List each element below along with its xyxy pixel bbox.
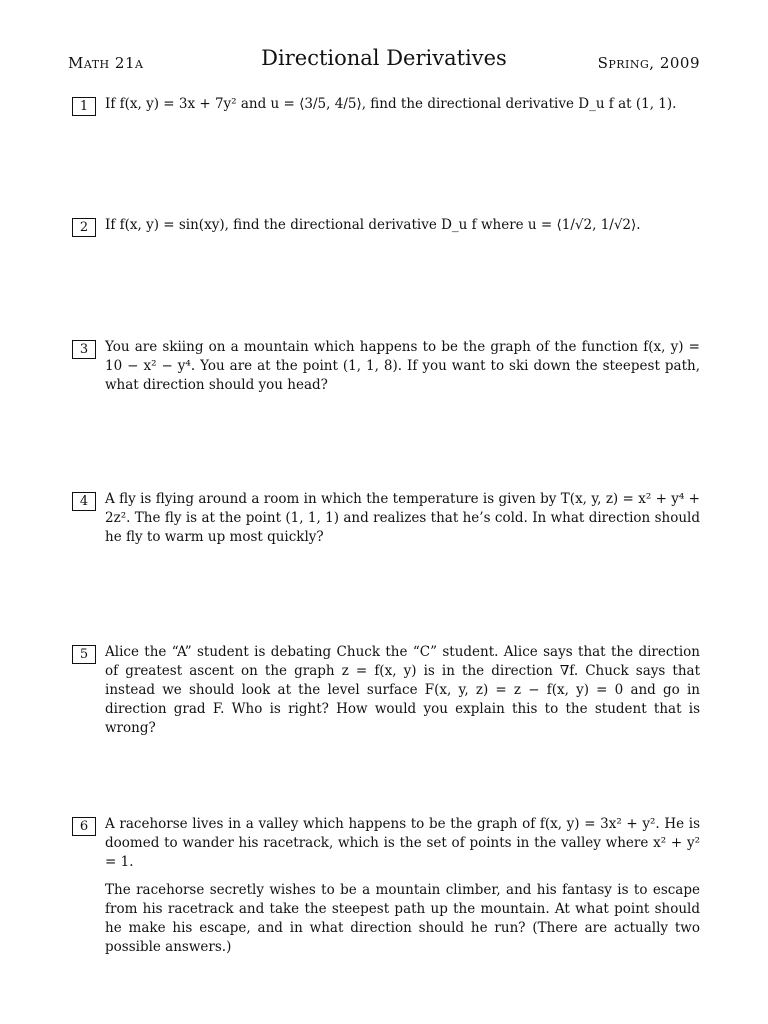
problem-1 bbox=[72, 95, 700, 114]
problem-number: 2 bbox=[72, 218, 96, 237]
problem-paragraph: You are skiing on a mountain which happens to be the graph of the function f(x, y) = 10 − x² − y⁴. You are at the point (1, 1, 8). If you want to ski down the steepest path, what direction should you head? bbox=[105, 339, 700, 393]
problem-6 bbox=[72, 815, 700, 957]
problem-paragraph: If f(x, y) = 3x + 7y² and u = ⟨3/5, 4/5⟩, find the directional derivative D_u f at (1, 1). bbox=[105, 96, 677, 112]
problem-paragraph: A fly is flying around a room in which the temperature is given by T(x, y, z) = x² + y⁴ + 2z². The fly is at the point (1, 1, 1) and realizes that he’s cold. In what direction should he fly to warm up most quickly? bbox=[105, 491, 700, 545]
problem-paragraph: Alice the “A” student is debating Chuck the “C” student. Alice says that the direction of greatest ascent on the graph z = f(x, y) is in the direction ∇f. Chuck says that instead we should look at the level surface F(x, y, z) = z − f(x, y) = 0 and go in direction grad F. Who is right? How would you explain this to the student that is wrong? bbox=[105, 644, 700, 736]
problem-paragraph: If f(x, y) = sin(xy), find the directional derivative D_u f where u = ⟨1/√2, 1/√2⟩. bbox=[105, 217, 641, 233]
page-header bbox=[68, 44, 700, 80]
problem-paragraph: A racehorse lives in a valley which happens to be the graph of f(x, y) = 3x² + y². He is doomed to wander his racetrack, which is the set of points in the valley where x² + y² = 1. bbox=[105, 816, 700, 870]
problem-number: 6 bbox=[72, 817, 96, 836]
problem-text bbox=[105, 815, 700, 957]
term-label: Spring, 2009 bbox=[597, 54, 700, 72]
problem-2 bbox=[72, 216, 700, 235]
problem-number: 3 bbox=[72, 340, 96, 359]
problem-number: 1 bbox=[72, 97, 96, 116]
problem-text bbox=[105, 95, 700, 114]
course-name: Math 21a bbox=[68, 54, 144, 72]
problem-paragraph: The racehorse secretly wishes to be a mountain climber, and his fantasy is to escape from his racetrack and take the steepest path up the mountain. At what point should he make his escape, and in what direction should he run? (There are actually two possible answers.) bbox=[105, 882, 700, 955]
problem-text bbox=[105, 216, 700, 235]
page-title: Directional Derivatives bbox=[261, 46, 507, 70]
problem-text bbox=[105, 338, 700, 395]
problem-number: 5 bbox=[72, 645, 96, 664]
problem-3 bbox=[72, 338, 700, 395]
problem-text bbox=[105, 490, 700, 547]
problem-5 bbox=[72, 643, 700, 738]
problem-number: 4 bbox=[72, 492, 96, 511]
problem-4 bbox=[72, 490, 700, 547]
problem-text bbox=[105, 643, 700, 738]
